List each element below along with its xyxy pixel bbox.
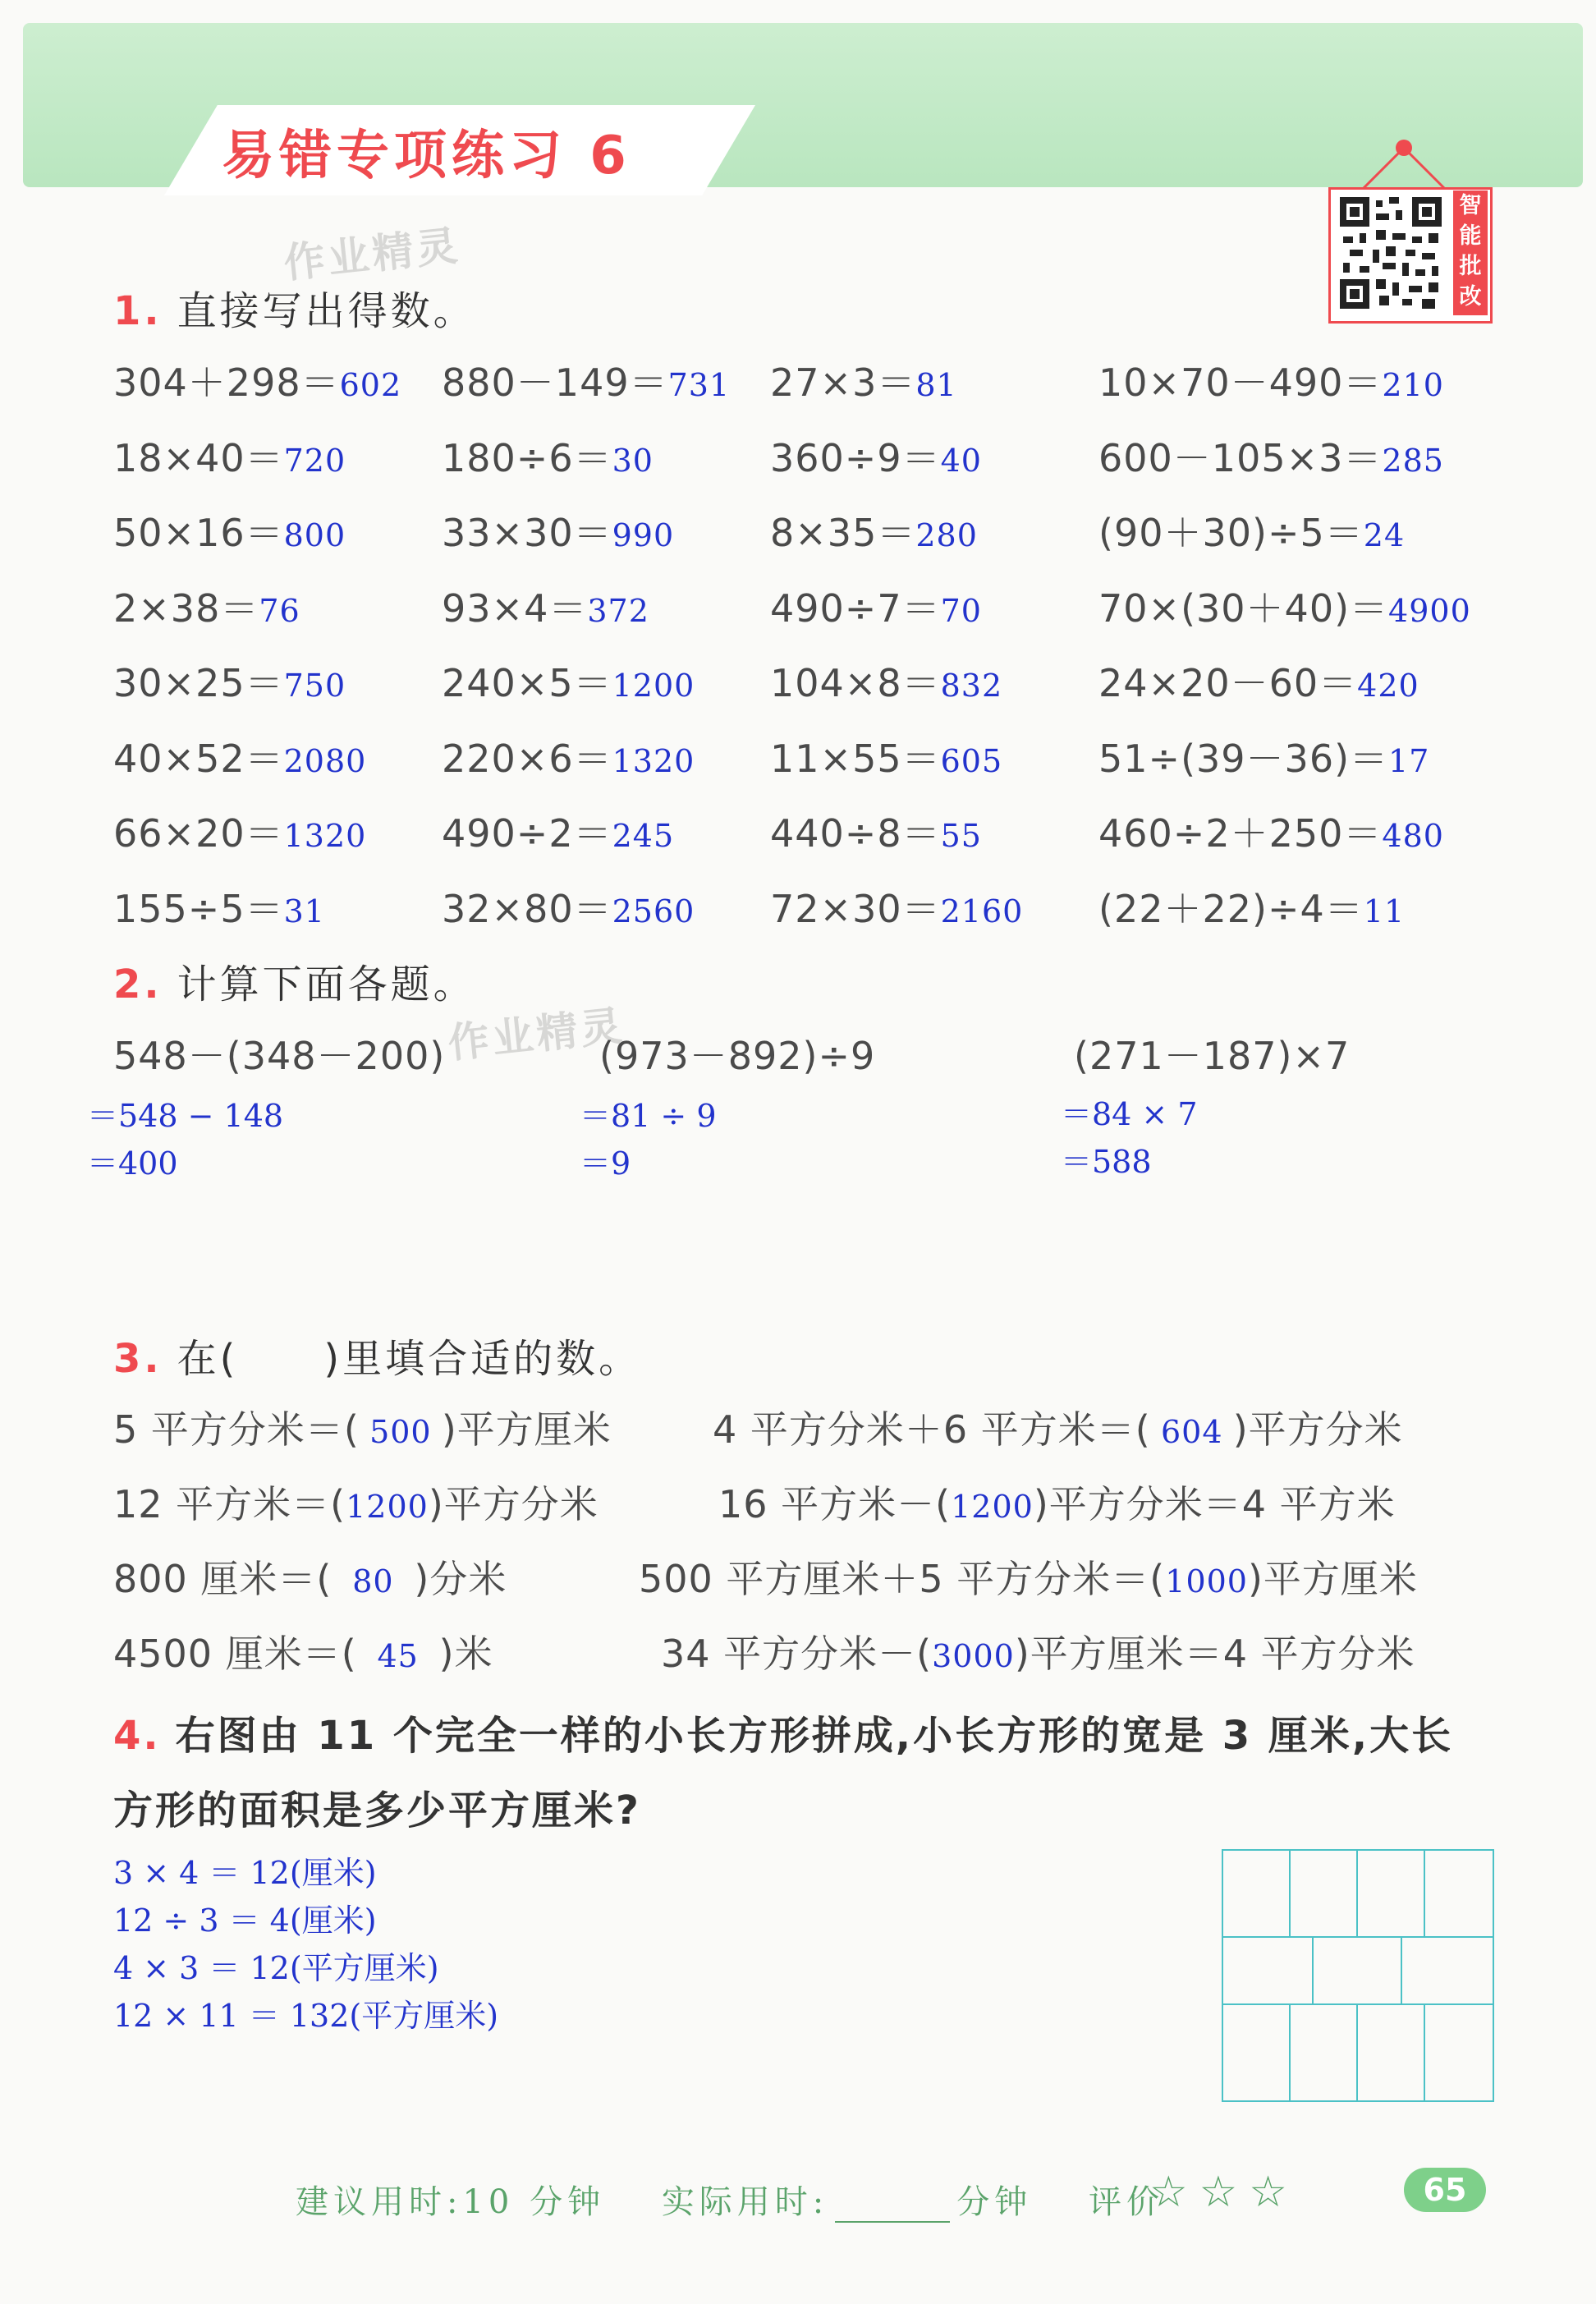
oral-calc-item bbox=[1098, 503, 1405, 558]
fill-blank-item bbox=[639, 1549, 1418, 1604]
oral-calc-answer[interactable]: 280 bbox=[915, 517, 978, 553]
fill-blank-suffix: )分米 bbox=[414, 1557, 507, 1601]
oral-calc-item bbox=[113, 429, 346, 483]
oral-calc-item bbox=[770, 654, 1002, 708]
oral-calc-answer[interactable]: 372 bbox=[587, 592, 649, 629]
oral-calc-answer[interactable]: 2080 bbox=[283, 742, 367, 779]
oral-calc-question: 8×35＝ bbox=[770, 511, 916, 555]
oral-calc-question: 27×3＝ bbox=[770, 360, 916, 405]
fill-blank-suffix: )平方厘米 bbox=[1247, 1557, 1418, 1601]
oral-calc-answer[interactable]: 245 bbox=[612, 818, 675, 854]
suggested-time: 建议用时:10 分钟 bbox=[296, 2183, 606, 2221]
oral-calc-question: 490÷7＝ bbox=[770, 585, 941, 631]
grid-line bbox=[1356, 1851, 1358, 1936]
oral-calc-item bbox=[1098, 654, 1419, 708]
fill-blank-answer[interactable]: 1200 bbox=[951, 1489, 1034, 1525]
oral-calc-answer[interactable]: 31 bbox=[283, 893, 325, 929]
fill-blank-suffix: )平方分米 bbox=[428, 1482, 598, 1526]
grid-line bbox=[1289, 2003, 1291, 2100]
oral-calc-question: 11×55＝ bbox=[770, 736, 941, 781]
oral-calc-question: 24×20－60＝ bbox=[1098, 661, 1358, 705]
page-title: 易错专项练习 6 bbox=[222, 126, 631, 186]
oral-calc-item bbox=[1098, 879, 1405, 934]
grid-line bbox=[1424, 2003, 1425, 2100]
section-1-title: 直接写出得数。 bbox=[177, 288, 476, 334]
fill-blank-item bbox=[113, 1475, 598, 1529]
oral-calc-question: 360÷9＝ bbox=[770, 435, 941, 480]
oral-calc-question: 72×30＝ bbox=[770, 886, 941, 931]
oral-calc-item bbox=[1098, 729, 1429, 783]
oral-calc-answer[interactable]: 40 bbox=[940, 442, 982, 479]
oral-calc-answer[interactable]: 720 bbox=[283, 442, 346, 479]
fill-blank-prefix: 5 平方分米＝( bbox=[113, 1407, 360, 1452]
oral-calc-question: 50×16＝ bbox=[113, 511, 284, 555]
fill-blank-prefix: 4500 厘米＝( bbox=[113, 1632, 357, 1676]
oral-calc-item bbox=[442, 429, 654, 483]
oral-calc-answer[interactable]: 750 bbox=[283, 668, 346, 704]
oral-calc-item bbox=[770, 429, 982, 483]
oral-calc-item bbox=[113, 729, 366, 783]
oral-calc-item bbox=[770, 353, 957, 407]
oral-calc-question: 880－149＝ bbox=[442, 360, 668, 405]
oral-calc-item bbox=[442, 804, 674, 858]
grid-line bbox=[1424, 1851, 1425, 1936]
fill-blank-answer[interactable]: 80 bbox=[352, 1563, 394, 1599]
oral-calc-item bbox=[113, 353, 401, 407]
oral-calc-item bbox=[442, 654, 695, 708]
fill-blank-item bbox=[661, 1624, 1415, 1678]
oral-calc-question: 18×40＝ bbox=[113, 435, 284, 480]
fill-blank-prefix: 34 平方分米－( bbox=[661, 1632, 933, 1676]
oral-calc-item bbox=[442, 503, 674, 558]
oral-calc-answer[interactable]: 210 bbox=[1382, 367, 1444, 403]
oral-calc-answer[interactable]: 30 bbox=[612, 442, 654, 479]
fill-blank-prefix: 500 平方厘米＋5 平方分米＝( bbox=[639, 1557, 1166, 1601]
oral-calc-answer[interactable]: 11 bbox=[1363, 893, 1406, 929]
oral-calc-answer[interactable]: 1320 bbox=[283, 818, 367, 854]
oral-calc-answer[interactable]: 1200 bbox=[612, 668, 695, 704]
grid-line bbox=[1289, 1851, 1291, 1936]
fill-blank-answer[interactable]: 3000 bbox=[932, 1638, 1015, 1674]
oral-calc-answer[interactable]: 990 bbox=[612, 517, 675, 553]
oral-calc-answer[interactable]: 81 bbox=[915, 367, 957, 403]
oral-calc-answer[interactable]: 55 bbox=[940, 818, 982, 854]
oral-calc-answer[interactable]: 2160 bbox=[940, 893, 1024, 929]
fill-blank-suffix: )平方厘米＝4 平方分米 bbox=[1014, 1632, 1415, 1676]
oral-calc-answer[interactable]: 70 bbox=[940, 592, 982, 629]
calc-problem-2: (973－892)÷9 bbox=[599, 1034, 876, 1078]
oral-calc-item bbox=[770, 879, 1023, 934]
calc-step: ＝588 bbox=[1061, 1144, 1152, 1180]
actual-time-label: 实际用时: bbox=[661, 2183, 829, 2221]
oral-calc-question: 30×25＝ bbox=[113, 661, 284, 705]
oral-calc-question: 32×80＝ bbox=[442, 886, 612, 931]
fill-blank-item bbox=[113, 1624, 493, 1678]
oral-calc-answer[interactable]: 4900 bbox=[1388, 592, 1471, 629]
fill-blank-suffix: )平方分米 bbox=[1232, 1407, 1403, 1452]
fill-blank-item bbox=[713, 1400, 1403, 1454]
oral-calc-question: 93×4＝ bbox=[442, 585, 588, 631]
oral-calc-item bbox=[1098, 579, 1471, 633]
oral-calc-answer[interactable]: 76 bbox=[259, 592, 300, 629]
calc-problem-3: (271－187)×7 bbox=[1074, 1034, 1351, 1078]
fill-blank-suffix: )米 bbox=[438, 1632, 493, 1676]
section-3-title: 在( )里填合适的数。 bbox=[177, 1336, 642, 1382]
oral-calc-answer[interactable]: 602 bbox=[339, 367, 402, 403]
section-1-heading bbox=[113, 279, 476, 336]
fill-blank-prefix: 4 平方分米＋6 平方米＝( bbox=[713, 1407, 1151, 1452]
section-4-number: 4. bbox=[113, 1713, 161, 1759]
solution-step: 12 × 11 ＝ 132(平方厘米) bbox=[113, 1998, 499, 2034]
oral-calc-question: 304＋298＝ bbox=[113, 360, 340, 405]
section-1-number: 1. bbox=[113, 288, 163, 334]
section-2-heading bbox=[113, 952, 476, 1009]
section-3-heading bbox=[113, 1327, 641, 1384]
oral-calc-question: 600－105×3＝ bbox=[1098, 435, 1383, 480]
oral-calc-item bbox=[770, 729, 1002, 783]
grid-line bbox=[1223, 2003, 1493, 2005]
oral-calc-item bbox=[770, 579, 982, 633]
oral-calc-question: 155÷5＝ bbox=[113, 886, 284, 931]
oral-calc-question: 460÷2＋250＝ bbox=[1098, 811, 1383, 856]
section-4-line-1 bbox=[113, 1704, 1453, 1760]
qr-label-char: 能 bbox=[1459, 223, 1482, 249]
fill-blank-answer[interactable]: 45 bbox=[377, 1638, 419, 1674]
oral-calc-question: 40×52＝ bbox=[113, 736, 284, 781]
qr-label-char: 智 bbox=[1459, 193, 1482, 218]
oral-calc-item bbox=[113, 804, 366, 858]
oral-calc-question: 10×70－490＝ bbox=[1098, 360, 1383, 405]
fill-blank-prefix: 12 平方米＝( bbox=[113, 1482, 346, 1526]
oral-calc-question: 490÷2＝ bbox=[442, 811, 612, 856]
oral-calc-item bbox=[442, 579, 649, 633]
oral-calc-question: 51÷(39－36)＝ bbox=[1098, 736, 1389, 781]
solution-step: 3 × 4 ＝ 12(厘米) bbox=[113, 1855, 377, 1891]
oral-calc-item bbox=[113, 879, 325, 934]
oral-calc-answer[interactable]: 420 bbox=[1357, 668, 1419, 704]
section-4-line-2: 方形的面积是多少平方厘米? bbox=[113, 1788, 641, 1834]
rating-label: 评价 bbox=[1089, 2183, 1165, 2221]
oral-calc-answer[interactable]: 285 bbox=[1382, 442, 1444, 479]
calc-step: ＝400 bbox=[87, 1145, 178, 1182]
fill-blank-item bbox=[718, 1475, 1396, 1529]
oral-calc-item bbox=[442, 879, 695, 934]
oral-calc-question: 240×5＝ bbox=[442, 661, 612, 705]
oral-calc-question: 66×20＝ bbox=[113, 811, 284, 856]
oral-calc-question: 33×30＝ bbox=[442, 511, 612, 555]
oral-calc-item bbox=[1098, 804, 1444, 858]
oral-calc-answer[interactable]: 2560 bbox=[612, 893, 695, 929]
grid-line bbox=[1401, 1936, 1402, 2003]
oral-calc-answer[interactable]: 605 bbox=[940, 742, 1003, 779]
oral-calc-item bbox=[113, 503, 346, 558]
oral-calc-answer[interactable]: 480 bbox=[1382, 818, 1444, 854]
oral-calc-item bbox=[113, 579, 300, 633]
grid-line bbox=[1312, 1936, 1314, 2003]
solution-step: 4 × 3 ＝ 12(平方厘米) bbox=[113, 1950, 439, 1986]
oral-calc-answer[interactable]: 832 bbox=[940, 668, 1003, 704]
oral-calc-question: 2×38＝ bbox=[113, 585, 259, 631]
page-number: 65 bbox=[1404, 2168, 1486, 2212]
oral-calc-question: 104×8＝ bbox=[770, 661, 941, 705]
oral-calc-item bbox=[1098, 353, 1444, 407]
oral-calc-question: (90＋30)÷5＝ bbox=[1098, 511, 1364, 555]
oral-calc-item bbox=[770, 503, 978, 558]
rectangle-figure bbox=[1222, 1849, 1494, 2102]
grid-line bbox=[1223, 1936, 1493, 1938]
fill-blank-answer[interactable]: 1200 bbox=[346, 1489, 429, 1525]
calc-step: ＝548 − 148 bbox=[87, 1098, 284, 1134]
oral-calc-item bbox=[442, 353, 730, 407]
fill-blank-answer[interactable]: 500 bbox=[369, 1414, 432, 1450]
oral-calc-item bbox=[442, 729, 695, 783]
oral-calc-question: 70×(30＋40)＝ bbox=[1098, 585, 1389, 631]
section-4-text-1: 右图由 11 个完全一样的小长方形拼成,小长方形的宽是 3 厘米,大长 bbox=[175, 1713, 1454, 1759]
watermark: 作业精灵 bbox=[445, 1001, 627, 1068]
oral-calc-question: 220×6＝ bbox=[442, 736, 612, 781]
oral-calc-item bbox=[1098, 429, 1444, 483]
actual-time-input[interactable] bbox=[835, 2188, 950, 2223]
qr-label-char: 批 bbox=[1459, 254, 1482, 279]
qr-label-char: 改 bbox=[1459, 284, 1482, 310]
oral-calc-answer[interactable]: 24 bbox=[1363, 517, 1406, 553]
fill-blank-prefix: 16 平方米－( bbox=[718, 1482, 952, 1526]
grid-line bbox=[1356, 2003, 1358, 2100]
watermark: 作业精灵 bbox=[281, 221, 463, 288]
fill-blank-item bbox=[113, 1400, 612, 1454]
fill-blank-answer[interactable]: 1000 bbox=[1165, 1563, 1248, 1599]
oral-calc-answer[interactable]: 731 bbox=[667, 367, 731, 403]
calc-step: ＝9 bbox=[580, 1145, 631, 1182]
calc-step: ＝81 ÷ 9 bbox=[580, 1098, 717, 1134]
qr-label bbox=[1453, 190, 1488, 315]
section-2-number: 2. bbox=[113, 962, 163, 1007]
calc-step: ＝84 × 7 bbox=[1061, 1096, 1198, 1132]
qr-code-icon[interactable] bbox=[1337, 194, 1445, 312]
oral-calc-answer[interactable]: 17 bbox=[1388, 742, 1430, 779]
oral-calc-answer[interactable]: 800 bbox=[283, 517, 346, 553]
oral-calc-question: 180÷6＝ bbox=[442, 435, 612, 480]
fill-blank-prefix: 800 厘米＝( bbox=[113, 1557, 332, 1601]
fill-blank-suffix: )平方厘米 bbox=[441, 1407, 612, 1452]
calc-problem-1: 548－(348－200) bbox=[113, 1034, 446, 1078]
fill-blank-answer[interactable]: 604 bbox=[1160, 1414, 1223, 1450]
oral-calc-question: (22＋22)÷4＝ bbox=[1098, 886, 1364, 931]
section-2-title: 计算下面各题。 bbox=[177, 962, 476, 1007]
footer-timing bbox=[296, 2176, 1164, 2223]
oral-calc-item bbox=[113, 654, 346, 708]
actual-time-unit: 分钟 bbox=[956, 2183, 1033, 2221]
oral-calc-item bbox=[770, 804, 982, 858]
solution-step: 12 ÷ 3 ＝ 4(厘米) bbox=[113, 1902, 377, 1939]
oral-calc-answer[interactable]: 1320 bbox=[612, 742, 695, 779]
section-3-number: 3. bbox=[113, 1336, 163, 1382]
oral-calc-question: 440÷8＝ bbox=[770, 811, 941, 856]
fill-blank-suffix: )平方分米＝4 平方米 bbox=[1033, 1482, 1396, 1526]
fill-blank-item bbox=[113, 1549, 507, 1604]
rating-stars-icon[interactable]: ☆☆☆ bbox=[1149, 2168, 1299, 2217]
